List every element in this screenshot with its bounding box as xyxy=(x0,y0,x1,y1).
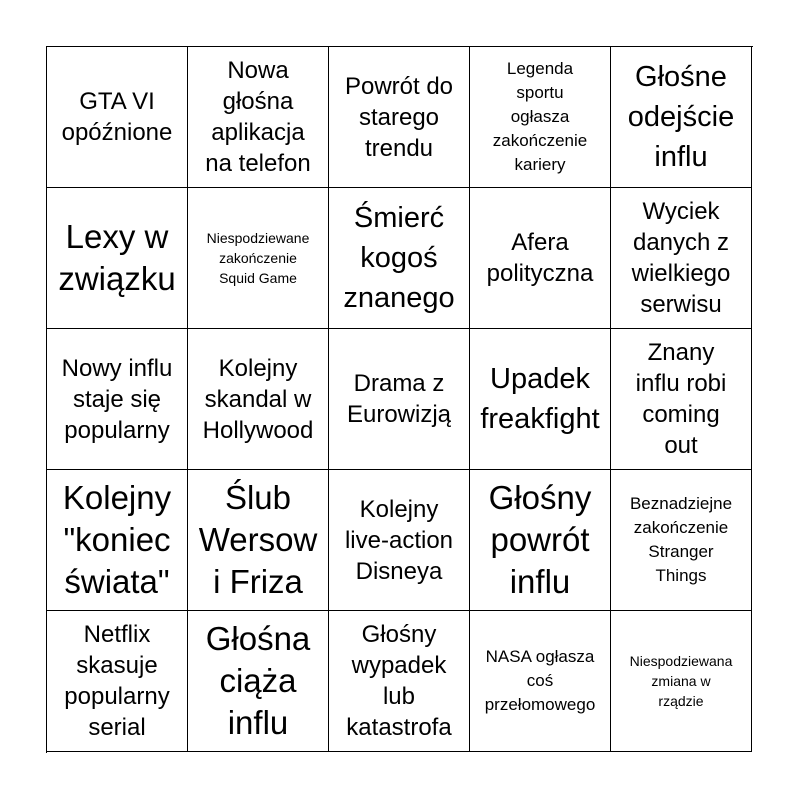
bingo-cell[interactable] xyxy=(470,329,611,470)
bingo-board xyxy=(46,46,753,753)
bingo-cell-text: Kolejny "koniec świata" xyxy=(62,479,172,600)
bingo-cell-text: Głośny powrót influ xyxy=(488,479,592,600)
bingo-cell[interactable] xyxy=(188,47,329,188)
bingo-cell[interactable] xyxy=(470,47,611,188)
bingo-cell-text: Głośny wypadek lub katastrofa xyxy=(346,621,452,741)
bingo-cell-text: NASA ogłasza coś przełomowego xyxy=(484,647,596,714)
bingo-cell[interactable] xyxy=(329,611,470,752)
bingo-cell-text: Lexy w związku xyxy=(58,218,176,297)
bingo-cell-text: Głośna ciąża influ xyxy=(205,620,311,741)
bingo-cell-text: Niespodziewane zakończenie Squid Game xyxy=(206,230,310,286)
bingo-cell-text: Niespodziewana zmiana w rządzie xyxy=(629,653,733,709)
bingo-cell-text: Znany influ robi coming out xyxy=(635,339,727,459)
bingo-cell-text: Drama z Eurowizją xyxy=(346,370,452,428)
bingo-cell-text: Nowa głośna aplikacja na telefon xyxy=(205,57,311,177)
bingo-cell-text: Śmierć kogoś znanego xyxy=(343,202,455,314)
bingo-cell-text: Legenda sportu ogłasza zakończenie kariery xyxy=(492,59,588,174)
bingo-cell-text: Ślub Wersow i Friza xyxy=(198,479,318,600)
bingo-cell[interactable] xyxy=(47,611,188,752)
bingo-cell[interactable] xyxy=(470,470,611,611)
bingo-cell-text: GTA VI opóźnione xyxy=(61,88,173,146)
bingo-cell-text: Kolejny live-action Disneya xyxy=(344,495,454,585)
bingo-cell[interactable] xyxy=(611,611,752,752)
bingo-cell[interactable] xyxy=(188,188,329,329)
bingo-cell-text: Powrót do starego trendu xyxy=(344,72,454,162)
bingo-cell[interactable] xyxy=(611,470,752,611)
bingo-cell-text: Kolejny skandal w Hollywood xyxy=(202,354,314,444)
bingo-cell-text: Głośne odejście influ xyxy=(627,61,735,173)
bingo-cell[interactable] xyxy=(329,188,470,329)
bingo-cell-text: Upadek freakfight xyxy=(480,363,600,435)
bingo-cell[interactable] xyxy=(188,611,329,752)
bingo-cell-text: Afera polityczna xyxy=(486,229,594,287)
bingo-cell[interactable] xyxy=(470,188,611,329)
bingo-cell[interactable] xyxy=(188,470,329,611)
bingo-cell[interactable] xyxy=(611,47,752,188)
bingo-cell[interactable] xyxy=(329,47,470,188)
bingo-cell[interactable] xyxy=(611,329,752,470)
bingo-cell[interactable] xyxy=(47,47,188,188)
bingo-cell[interactable] xyxy=(329,329,470,470)
bingo-cell-text: Wyciek danych z wielkiego serwisu xyxy=(631,198,731,318)
bingo-cell[interactable] xyxy=(47,188,188,329)
bingo-cell[interactable] xyxy=(611,188,752,329)
bingo-cell-text: Nowy influ staje się popularny xyxy=(61,354,173,444)
bingo-cell[interactable] xyxy=(47,470,188,611)
bingo-cell[interactable] xyxy=(47,329,188,470)
bingo-cell[interactable] xyxy=(470,611,611,752)
bingo-cell-text: Beznadziejne zakończenie Stranger Things xyxy=(629,494,733,585)
bingo-cell[interactable] xyxy=(188,329,329,470)
bingo-cell[interactable] xyxy=(329,470,470,611)
bingo-cell-text: Netflix skasuje popularny serial xyxy=(64,621,170,741)
